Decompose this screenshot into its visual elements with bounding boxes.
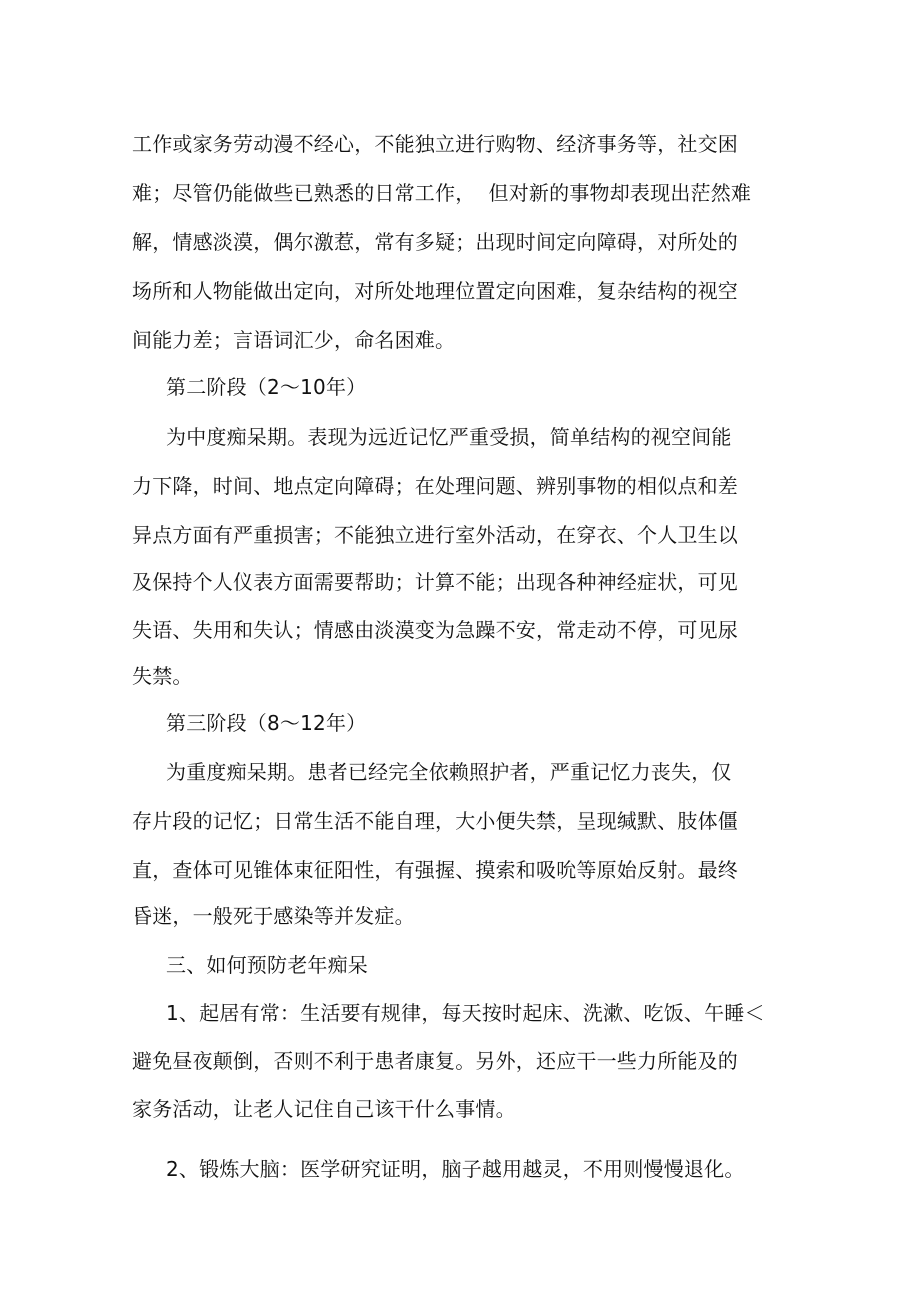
text-line: 力下降，时间、地点定向障碍；在处理问题、辨别事物的相似点和差 bbox=[132, 474, 738, 498]
text-line: 家务活动，让老人记住自己该干什么事情。 bbox=[132, 1097, 516, 1121]
stage2-heading: 第二阶段（2～10年） bbox=[166, 375, 367, 399]
text-line: 工作或家务劳动漫不经心，不能独立进行购物、经济事务等，社交困 bbox=[132, 132, 738, 156]
text-line: 为中度痴呆期。表现为远近记忆严重受损，简单结构的视空间能 bbox=[166, 425, 732, 449]
text-line: 1、起居有常：生活要有规律，每天按时起床、洗漱、吃饭、午睡＜ bbox=[166, 1001, 765, 1025]
text-line: 异点方面有严重损害；不能独立进行室外活动，在穿衣、个人卫生以 bbox=[132, 523, 738, 547]
text-line: 2、锻炼大脑：医学研究证明，脑子越用越灵，不用则慢慢退化。 bbox=[166, 1157, 745, 1181]
section3-heading: 三、如何预防老年痴呆 bbox=[166, 953, 368, 977]
text-line: 及保持个人仪表方面需要帮助；计算不能；出现各种神经症状，可见 bbox=[132, 570, 738, 594]
text-line: 直，查体可见锥体束征阳性，有强握、摸索和吸吮等原始反射。最终 bbox=[132, 858, 738, 882]
text-line: 失禁。 bbox=[132, 664, 193, 688]
text-line: 间能力差；言语词汇少，命名困难。 bbox=[132, 328, 456, 352]
text-line: 难；尽管仍能做些已熟悉的日常工作， 但对新的事物却表现出茫然难 bbox=[132, 181, 752, 205]
stage3-heading: 第三阶段（8～12年） bbox=[166, 711, 367, 735]
text-line: 存片段的记忆；日常生活不能自理，大小便失禁，呈现缄默、肢体僵 bbox=[132, 809, 738, 833]
text-line: 昏迷，一般死于感染等并发症。 bbox=[132, 904, 415, 928]
text-line: 为重度痴呆期。患者已经完全依赖照护者，严重记忆力丧失，仅 bbox=[166, 760, 732, 784]
text-line: 避免昼夜颠倒，否则不利于患者康复。另外，还应干一些力所能及的 bbox=[132, 1049, 738, 1073]
text-line: 失语、失用和失认；情感由淡漠变为急躁不安，常走动不停，可见尿 bbox=[132, 618, 738, 642]
text-line: 场所和人物能做出定向，对所处地理位置定向困难，复杂结构的视空 bbox=[132, 279, 738, 303]
text-line: 解，情感淡漠，偶尔激惹，常有多疑；出现时间定向障碍，对所处的 bbox=[132, 230, 738, 254]
